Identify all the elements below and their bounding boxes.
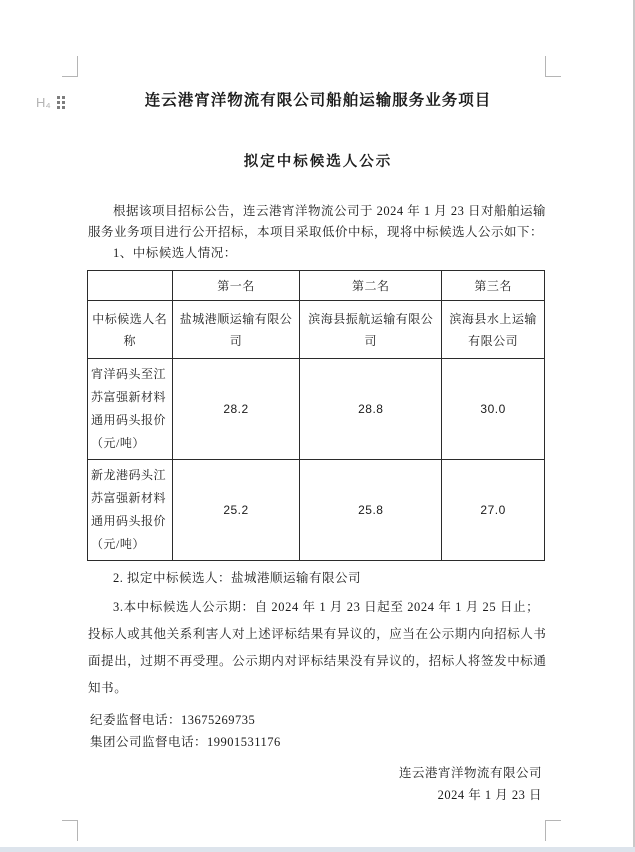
horizontal-scrollbar[interactable] <box>0 847 635 852</box>
margin-crop-mark-top-left <box>62 56 78 77</box>
price-cell: 27.0 <box>442 460 545 561</box>
table-header-third: 第三名 <box>442 271 545 301</box>
margin-crop-mark-bottom-left <box>62 820 78 841</box>
candidate-name-row-label: 中标候选人名称 <box>88 301 173 359</box>
document-content <box>88 88 548 806</box>
table-header-blank <box>88 271 173 301</box>
table-header-first: 第一名 <box>172 271 300 301</box>
candidate-name-cell: 盐城港顺运输有限公司 <box>172 301 300 359</box>
discipline-phone-line: 纪委监督电话：13675269735 <box>90 713 256 727</box>
group-phone-line: 集团公司监督电话：19901531176 <box>90 735 281 749</box>
price-row-label: 新龙港码头江苏富强新材料通用码头报价（元/吨） <box>88 460 173 561</box>
table-row <box>88 359 545 460</box>
table-row <box>88 460 545 561</box>
price-row-label: 宵洋码头至江苏富强新材料通用码头报价（元/吨） <box>88 359 173 460</box>
section1-label: 1、中标候选人情况： <box>113 246 237 260</box>
price-cell: 25.8 <box>300 460 442 561</box>
bid-candidates-table <box>87 270 545 561</box>
section2-text: 2. 拟定中标候选人：盐城港顺运输有限公司 <box>113 571 362 585</box>
document-title: 连云港宵洋物流有限公司船舶运输服务业务项目 <box>144 92 492 109</box>
candidate-name-cell: 滨海县水上运输有限公司 <box>442 301 545 359</box>
signature-date: 2024 年 1 月 23 日 <box>437 788 542 802</box>
price-cell: 25.2 <box>172 460 300 561</box>
intro-paragraph: 根据该项目招标公告，连云港宵洋物流公司于 2024 年 1 月 23 日对船舶运输服务业务项目进行公开招标，本项目采取低价中标，现将中标候选人公示如下： <box>88 204 547 239</box>
drag-handle-icon[interactable] <box>57 96 65 109</box>
signature-block <box>88 762 548 806</box>
section3-text: 3.本中标候选人公示期：自 2024 年 1 月 23 日起至 2024 年 1 月 25 日止；投标人或其他关系利害人对上述评标结果有异议的，应当在公示期内向招标人书面提出，过期不再受理。公示期内对评标结果没有异议的，招标人将签发中标通知书。 <box>88 600 547 695</box>
heading-level-badge: H₄ <box>36 95 51 110</box>
table-row <box>88 301 545 359</box>
heading-gutter <box>36 95 65 110</box>
table-row <box>88 271 545 301</box>
candidate-name-cell: 滨海县振航运输有限公司 <box>300 301 442 359</box>
margin-crop-mark-top-right <box>545 56 561 77</box>
document-subtitle: 拟定中标候选人公示 <box>243 154 393 170</box>
signature-company: 连云港宵洋物流有限公司 <box>398 766 542 780</box>
price-cell: 30.0 <box>442 359 545 460</box>
price-cell: 28.8 <box>300 359 442 460</box>
price-cell: 28.2 <box>172 359 300 460</box>
table-header-second: 第二名 <box>300 271 442 301</box>
margin-crop-mark-bottom-right <box>545 820 561 841</box>
